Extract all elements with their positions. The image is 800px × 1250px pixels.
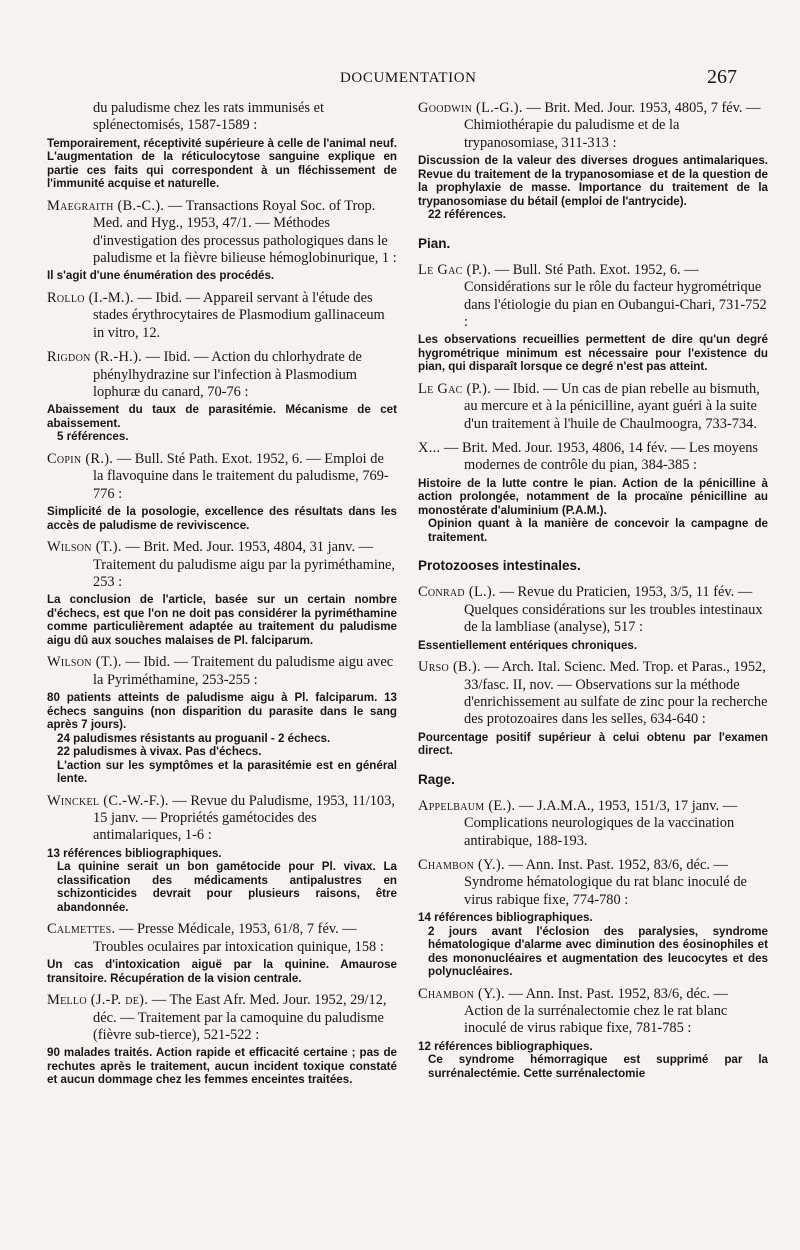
abstract-paragraph: L'action sur les symptômes et la parasitémie est en général lente. [57, 758, 397, 786]
citation [47, 290, 397, 342]
bibliography-entry [418, 659, 768, 758]
author-name: Calmettes. [47, 921, 116, 938]
bibliography-entry [47, 290, 397, 342]
citation-text: — Arch. Ital. Scienc. Med. Trop. et Paras., 1952, 33/fasc. II, nov. — Observations sur la méthode d'enrichissement au sulfate de zinc pour la recherche des protozoaires dans les selles, 634-640 : [464, 659, 768, 728]
abstract-paragraph: Opinion quant à la manière de concevoir la campagne de traitement. [428, 517, 768, 544]
bibliography-entry [418, 440, 768, 544]
citation-text: — Brit. Med. Jour. 1953, 4806, 14 fév. — Les moyens modernes de contrôle du pian, 384-385 : [440, 440, 759, 474]
abstract [47, 958, 397, 985]
abstract-paragraph: La conclusion de l'article, basée sur un certain nombre d'échecs, est que l'on ne doit pas considérer la pyriméthamine comme particulièrement adaptée au traitement du paludisme aigu dû aux souches malaises de Pl. falciparum. [47, 593, 397, 647]
section-heading: Protozooses intestinales. [418, 558, 581, 574]
author-name: X... [418, 440, 441, 457]
citation [418, 986, 768, 1038]
citation [47, 349, 397, 401]
abstract-paragraph: 90 malades traités. Action rapide et efficacité certaine ; pas de rechutes après le traitement, aucun incident toxique constaté et aucun dommage chez les femmes enceintes traitées. [47, 1046, 397, 1087]
abstract [418, 154, 768, 222]
citation [418, 584, 768, 636]
abstract [418, 1040, 768, 1081]
bibliography-entry [418, 100, 768, 222]
citation [418, 659, 768, 729]
abstract-paragraph: 80 patients atteints de paludisme aigu à Pl. falciparum. 13 échecs sanguins (non disparition du parasite dans le sang après 7 jours). [47, 691, 397, 732]
bibliography-entry [418, 986, 768, 1081]
section-heading: Pian. [418, 235, 451, 251]
abstract-paragraph: Temporairement, réceptivité supérieure à celle de l'animal neuf. L'augmentation de la réticulocytose sanguine explique en partie ces faits qui correspondent à un fléchissement de l'immunité acquise et naturelle. [47, 136, 397, 191]
author-name: Le Gac (P.). [418, 380, 492, 397]
abstract [418, 639, 768, 653]
abstract-paragraph: Ce syndrome hémorragique est supprimé par la surrénalectémie. Cette surrénalectomie [428, 1053, 768, 1080]
abstract [418, 731, 768, 758]
abstract-paragraph: 14 références bibliographiques. [418, 911, 593, 925]
author-name: Copin (R.). [47, 450, 114, 467]
abstract-paragraph: La quinine serait un bon gamétocide pour Pl. vivax. La classification des médicaments antipalustres en schizonticides devrait pour plusieurs raisons, être abandonnée. [57, 860, 397, 914]
author-name: Chambon (Y.). [418, 985, 505, 1002]
author-name: Wilson (T.). [47, 654, 122, 671]
citation-text: — Ann. Inst. Past. 1952, 83/6, déc. — Syndrome hématologique du rat blanc inoculé de virus rabique fixe, 774-780 : [464, 856, 747, 908]
citation [47, 539, 397, 591]
abstract [47, 593, 397, 647]
abstract-paragraph: Essentiellement entériques chroniques. [418, 638, 638, 652]
citation-text: — Bull. Sté Path. Exot. 1952, 6. — Emploi de la flavoquine dans le traitement du paludisme, 769-776 : [93, 450, 389, 502]
right-column [418, 100, 768, 1087]
abstract-paragraph: 24 paludismes résistants au proguanil - 2 échecs. [57, 731, 331, 745]
abstract [47, 691, 397, 786]
citation-text: — Ibid. — Appareil servant à l'étude des stades érythrocytaires de Plasmodium gallinaceum in vitro, 12. [93, 289, 385, 341]
running-header [0, 64, 800, 94]
citation [47, 992, 397, 1044]
citation-text: — Brit. Med. Jour. 1953, 4804, 31 janv. — Traitement du paludisme aigu par la pyriméthamine, 253 : [93, 539, 395, 590]
abstract [47, 505, 397, 532]
left-column [47, 100, 397, 1094]
abstract-paragraph: Discussion de la valeur des diverses drogues antimalariques. Revue du traitement de la trypanosomiase et de la question de la prophylaxie de masse. Importance du traitement de la trypanosomiase du bétail (emploi de l'antrycide). [418, 154, 768, 208]
author-name: Mello (J.-P. de). [47, 992, 149, 1009]
citation [418, 857, 768, 909]
section-heading: Rage. [418, 771, 455, 787]
abstract [418, 911, 768, 979]
citation-text: — Revue du Praticien, 1953, 3/5, 11 fév. — Quelques considérations sur les troubles intestinaux de la lambliase (analyse), 517 : [464, 584, 763, 636]
page-number: 267 [707, 66, 737, 88]
author-name: Goodwin (L.-G.). [418, 100, 523, 116]
bibliography-entry [47, 992, 397, 1087]
abstract-paragraph: 2 jours avant l'éclosion des paralysies, syndrome hématologique d'alarme avec diminution des éosinophiles et des mononucléaires et augmentation des leucocytes et des polynucléaires. [428, 924, 768, 979]
abstract-paragraph: 12 références bibliographiques. [418, 1039, 593, 1053]
citation-text: — Bull. Sté Path. Exot. 1952, 6. — Considérations sur le rôle du facteur hygrométrique dans l'étiologie du pian en Oubangui-Chari, 731-752 : [464, 261, 767, 330]
abstract-paragraph: 5 références. [57, 430, 129, 444]
author-name: Chambon (Y.). [418, 856, 505, 873]
abstract-paragraph: Il s'agit d'une énumération des procédés. [47, 269, 275, 283]
author-name: Maegraith (B.-C.). [47, 197, 165, 214]
abstract [47, 403, 397, 444]
abstract-paragraph: Histoire de la lutte contre le pian. Action de la pénicilline à action prolongée, notamment de la procaïne pénicilline au monostérate d'aluminium (P.A.M.). [418, 476, 768, 517]
abstract-paragraph: 22 références. [428, 208, 506, 222]
bibliography-entry [47, 349, 397, 444]
citation [47, 198, 397, 268]
bibliography-entry [47, 921, 397, 985]
bibliography-entry [418, 584, 768, 652]
author-name: Appelbaum (E.). [418, 797, 516, 814]
bibliography-entry [47, 539, 397, 647]
bibliography-entry [47, 198, 397, 283]
citation [47, 654, 397, 689]
citation-text: — Ibid. — Action du chlorhydrate de phénylhydrazine sur l'infection à Plasmodium lophuræ du canard, 70-76 : [93, 349, 362, 400]
citation [418, 100, 768, 152]
bibliography-entry [47, 793, 397, 915]
header-title: DOCUMENTATION [340, 70, 477, 86]
bibliography-entry [418, 262, 768, 374]
citation-text: — Presse Médicale, 1953, 61/8, 7 fév. — Troubles oculaires par intoxication quinique, 158 : [93, 921, 384, 955]
author-name: Rollo (I.-M.). [47, 289, 134, 306]
abstract-paragraph: Pourcentage positif supérieur à celui obtenu par l'examen direct. [418, 730, 768, 758]
author-name: Urso (B.). [418, 659, 481, 676]
abstract [47, 269, 397, 283]
citation-text: — Transactions Royal Soc. of Trop. Med. and Hyg., 1953, 47/1. — Méthodes d'investigation des processus pathologiques dans le paludisme et la fièvre bilieuse hémoglobinurique, 1 : [93, 197, 397, 267]
citation [418, 381, 768, 433]
abstract-paragraph: Un cas d'intoxication aiguë par la quinine. Amaurose transitoire. Récupération de la vision centrale. [47, 958, 397, 985]
abstract-paragraph: Les observations recueillies permettent de dire qu'un degré hygrométrique minimum est nécessaire pour l'existence du pian, qui disparaît lorsque ce degré n'est pas atteint. [418, 333, 768, 374]
citation [47, 793, 397, 845]
citation [418, 440, 768, 475]
abstract-paragraph: Abaissement du taux de parasitémie. Mécanisme de cet abaissement. [47, 403, 397, 430]
abstract [47, 1046, 397, 1087]
abstract-paragraph: 22 paludismes à vivax. Pas d'échecs. [57, 745, 262, 759]
author-name: Wilson (T.). [47, 539, 122, 556]
citation-text: — Ibid. — Traitement du paludisme aigu avec la Pyriméthamine, 253-255 : [93, 654, 394, 688]
citation-text: — Brit. Med. Jour. 1953, 4805, 7 fév. — Chimiothérapie du paludisme et de la trypanosomiase, 311-313 : [464, 100, 761, 151]
citation-text: — Ibid. — Un cas de pian rebelle au bismuth, au mercure et à la pénicilline, ayant guéri à la suite d'un traitement à l'huile de Chaulmoogra, 733-734. [464, 380, 760, 432]
abstract [47, 137, 397, 191]
citation-text: — J.A.M.A., 1953, 151/3, 17 janv. — Complications neurologiques de la vaccination antirabique, 188-193. [464, 797, 738, 849]
citation-text: du paludisme chez les rats immunisés et splénectomisés, 1587-1589 : [93, 100, 324, 134]
abstract-paragraph: 13 références bibliographiques. [47, 846, 222, 860]
bibliography-entry [418, 798, 768, 850]
bibliography-entry [418, 381, 768, 433]
bibliography-entry [418, 857, 768, 979]
bibliography-entry [47, 451, 397, 532]
citation [418, 262, 768, 332]
author-name: Winckel (C.-W.-F.). [47, 792, 169, 809]
abstract-paragraph: Simplicité de la posologie, excellence des résultats dans les accès de paludisme de reviviscence. [47, 505, 397, 532]
citation-text: — Ann. Inst. Past. 1952, 83/6, déc. — Action de la surrénalectomie chez le rat blanc inoculé de virus rabique fixe, 781-785 : [464, 985, 728, 1037]
author-name: Rigdon (R.-H.). [47, 349, 143, 366]
citation [47, 451, 397, 503]
author-name: Le Gac (P.). [418, 261, 492, 278]
abstract [47, 847, 397, 915]
citation [47, 921, 397, 956]
author-name: Conrad (L.). [418, 584, 496, 601]
citation-text: — The East Afr. Med. Jour. 1952, 29/12, déc. — Traitement par la camoquine du paludisme (fièvre sub-tierce), 521-522 : [93, 992, 387, 1043]
bibliography-entry [47, 100, 397, 191]
bibliography-entry [47, 654, 397, 785]
citation-text: — Revue du Paludisme, 1953, 11/103, 15 janv. — Propriétés gamétocides des antimalariques, 1-6 : [93, 792, 395, 844]
abstract [418, 477, 768, 545]
citation [418, 798, 768, 850]
abstract [418, 333, 768, 374]
